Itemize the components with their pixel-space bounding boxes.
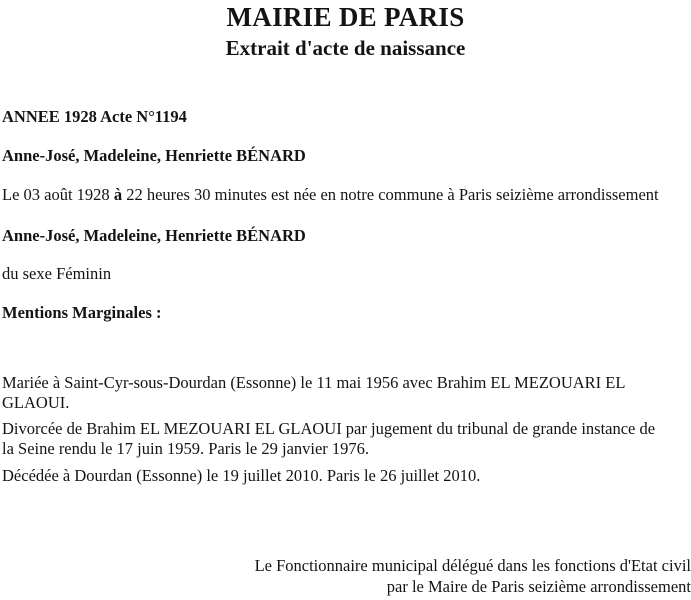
- page-title: MAIRIE DE PARIS: [226, 2, 465, 32]
- name-repeat: Anne-José, Madeleine, Henriette BÉNARD: [2, 226, 306, 245]
- divorce-line-1: Divorcée de Brahim EL MEZOUARI EL GLAOUI par jugement du tribunal de grande instance de: [2, 419, 656, 438]
- sex-line: du sexe Féminin: [2, 264, 112, 283]
- death-line: Décédée à Dourdan (Essonne) le 19 juillet 2010. Paris le 26 juillet 2010.: [2, 466, 481, 485]
- page-subtitle: Extrait d'acte de naissance: [225, 36, 466, 60]
- divorce-line-2: la Seine rendu le 17 juin 1959. Paris le 29 janvier 1976.: [2, 439, 370, 458]
- year-act-line: ANNEE 1928 Acte N°1194: [2, 107, 187, 126]
- marriage-line-1: Mariée à Saint-Cyr-sous-Dourdan (Essonne) le 11 mai 1956 avec Brahim EL MEZOUARI EL: [2, 373, 626, 392]
- birth-statement: [2, 185, 659, 205]
- name-heading: Anne-José, Madeleine, Henriette BÉNARD: [2, 146, 306, 165]
- marriage-line-2: GLAOUI.: [2, 393, 70, 412]
- birth-statement-bold: à: [113, 185, 123, 204]
- birth-statement-part1: Le 03 août 1928: [2, 185, 114, 204]
- signature-line-2: par le Maire de Paris seizième arrondissement: [386, 577, 691, 596]
- birth-statement-part2: 22 heures 30 minutes est née en notre commune à Paris seizième arrondissement: [122, 185, 659, 204]
- signature-line-1: Le Fonctionnaire municipal délégué dans les fonctions d'Etat civil: [254, 556, 691, 575]
- mentions-heading: Mentions Marginales :: [2, 303, 162, 322]
